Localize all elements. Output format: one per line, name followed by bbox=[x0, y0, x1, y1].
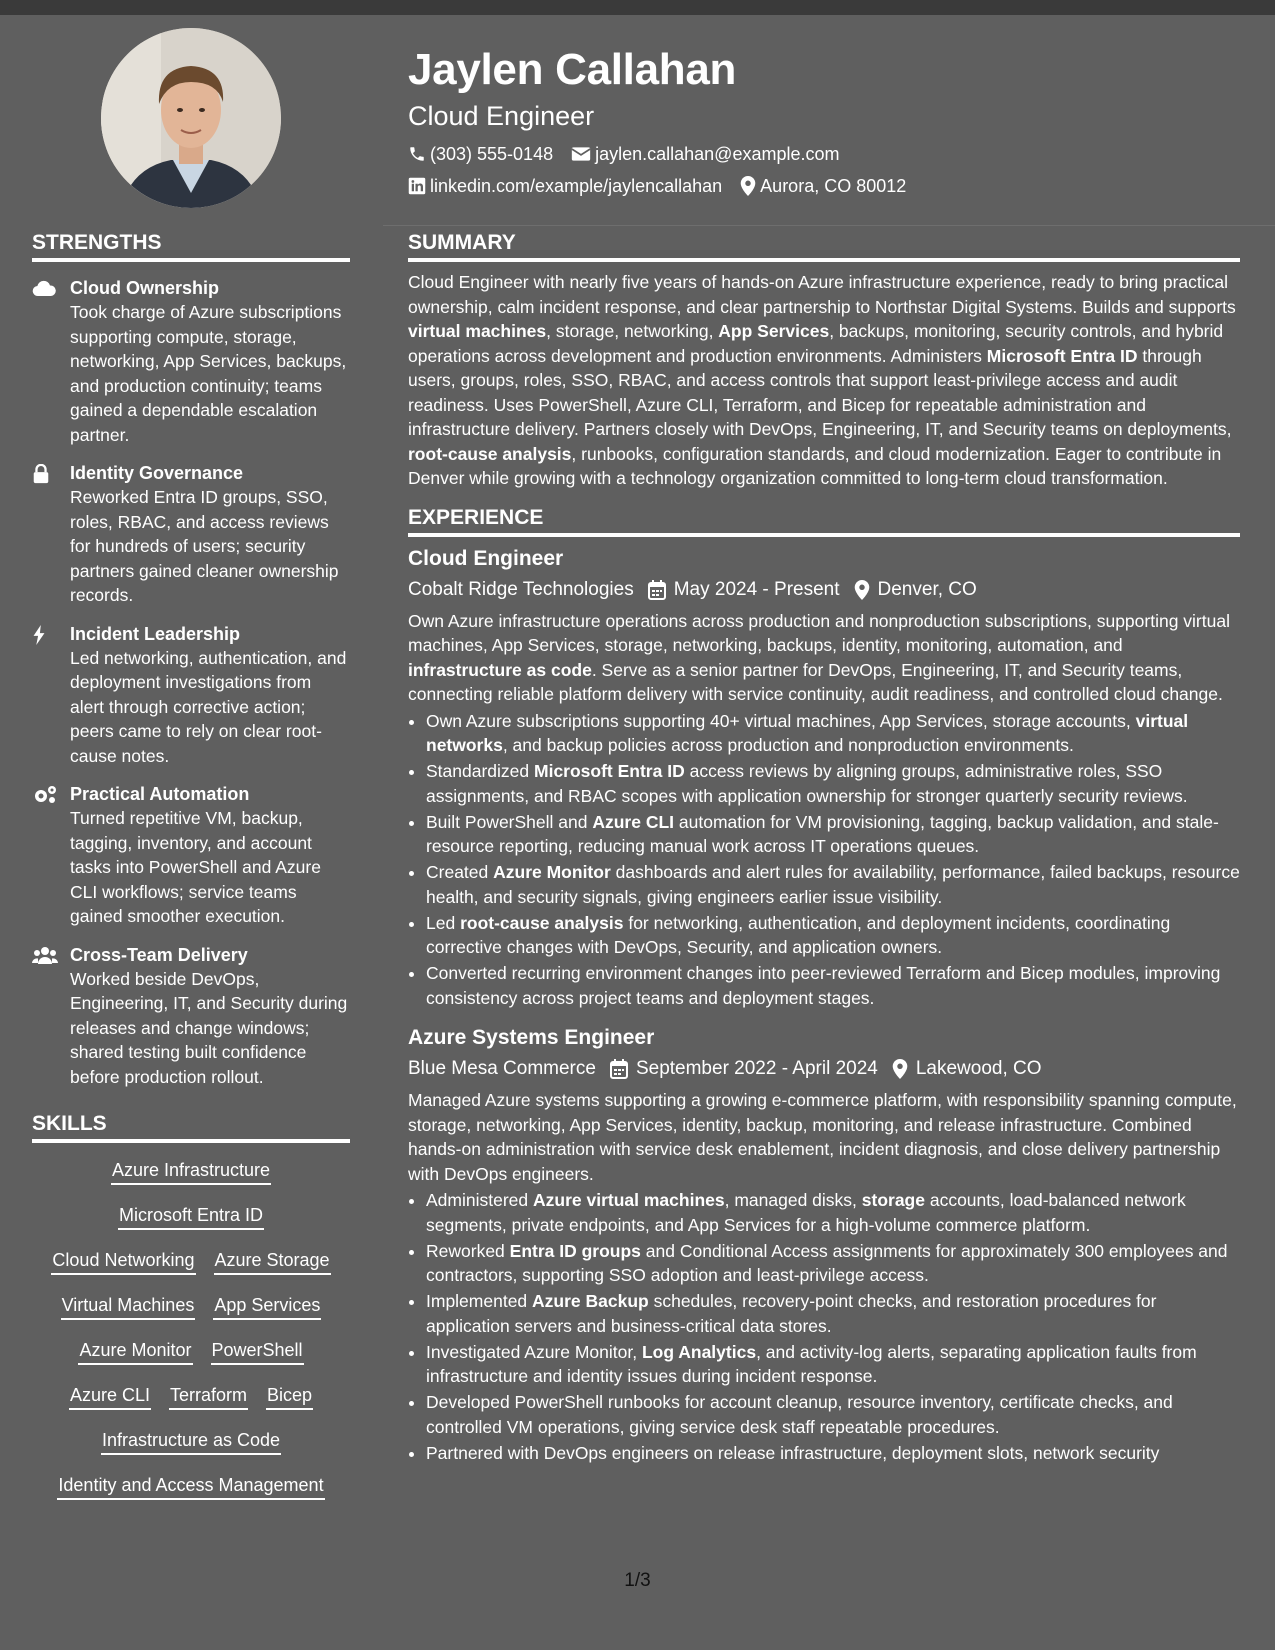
skill-row bbox=[32, 1149, 350, 1194]
emphasis-text: root-cause analysis bbox=[408, 443, 572, 464]
skill-row bbox=[32, 1284, 350, 1329]
text-run: schedules, recovery-point checks, and restoration procedures for application servers and business-critical data stores. bbox=[426, 1291, 1157, 1336]
envelope-icon bbox=[571, 146, 591, 162]
job-intro bbox=[408, 609, 1240, 707]
text-run: Built PowerShell and bbox=[426, 811, 593, 832]
skill-row bbox=[32, 1194, 350, 1239]
emphasis-text: Azure virtual machines bbox=[533, 1190, 725, 1210]
users-icon bbox=[32, 946, 58, 964]
email-text: jaylen.callahan@example.com bbox=[595, 144, 840, 164]
strength-title: Incident Leadership bbox=[70, 623, 241, 644]
job-location-text: Lakewood, CO bbox=[915, 1058, 1042, 1079]
strength-desc: Reworked Entra ID groups, SSO, roles, RBAC, and access reviews for hundreds of users; security partners gained cleaner ownership records. bbox=[70, 487, 339, 605]
job-dates bbox=[610, 1054, 878, 1084]
strength-desc: Took charge of Azure subscriptions supporting compute, storage, networking, App Services, backups, and production continuity; teams gained a dependable escalation partner. bbox=[70, 302, 347, 445]
strength-desc: Led networking, authentication, and deployment investigations from alert through corrective action; peers came to rely on clear root-cause notes. bbox=[70, 647, 347, 766]
candidate-title: Cloud Engineer bbox=[408, 101, 595, 131]
linkedin-contact[interactable] bbox=[408, 170, 722, 202]
job-company: Cobalt Ridge Technologies bbox=[408, 578, 634, 600]
strength-item bbox=[32, 461, 350, 608]
strength-desc: Turned repetitive VM, backup, tagging, inventory, and account tasks into PowerShell and Azure CLI workflows; service teams gained smoother execution. bbox=[70, 808, 321, 926]
jobs-list bbox=[408, 545, 1240, 1466]
text-run: Led bbox=[426, 912, 461, 933]
text-run: , managed disks, bbox=[724, 1190, 862, 1210]
text-run: for networking, authentication, and deployment incidents, coordinating corrective changes with DevOps, Security, and application owners. bbox=[426, 912, 1171, 957]
text-run: Created bbox=[426, 862, 494, 882]
emphasis-text: Log Analytics bbox=[641, 1341, 757, 1362]
list-item bbox=[426, 709, 1240, 758]
list-item bbox=[426, 911, 1240, 960]
top-bar bbox=[0, 0, 1275, 15]
text-run: , storage, networking, bbox=[546, 321, 719, 341]
emphasis-text: App Services bbox=[718, 321, 830, 341]
emphasis-text: Azure Monitor bbox=[493, 862, 611, 882]
text-run: access reviews by aligning groups, administrative roles, SSO assignments, and RBAC scopes with application ownership for stronger quarterly security reviews. bbox=[426, 761, 1188, 806]
strength-title: Practical Automation bbox=[70, 784, 250, 804]
text-run: Investigated Azure Monitor, bbox=[426, 1341, 642, 1362]
text-run: , backups, monitoring, security controls, and hybrid operations across development and production environments. Administers bbox=[408, 321, 1224, 366]
job-bullets bbox=[408, 709, 1240, 1011]
summary-heading: SUMMARY bbox=[408, 230, 1240, 262]
skill-tag: Bicep bbox=[266, 1383, 313, 1410]
skill-tag: Azure Monitor bbox=[78, 1338, 192, 1365]
location-text: Aurora, CO 80012 bbox=[760, 176, 907, 196]
job-company: Blue Mesa Commerce bbox=[408, 1058, 596, 1079]
skill-row bbox=[32, 1329, 350, 1374]
calendar-icon bbox=[610, 1059, 628, 1079]
emphasis-text: Azure CLI bbox=[592, 811, 675, 832]
text-run: , runbooks, configuration standards, and cloud modernization. Eager to contribute in Denver while growing with a technology organization committed to long-term cloud transformation. bbox=[408, 443, 1222, 488]
text-run: Standardized bbox=[426, 761, 534, 781]
strength-title: Identity Governance bbox=[70, 463, 244, 483]
list-item bbox=[426, 1390, 1240, 1439]
job-meta bbox=[408, 575, 1240, 605]
job-dates-text: September 2022 - April 2024 bbox=[635, 1058, 878, 1079]
text-run: and Conditional Access assignments for approximately 300 employees and contractors, supporting SSO adoption and least-privilege access. bbox=[426, 1240, 1228, 1285]
experience-heading: EXPERIENCE bbox=[408, 505, 1240, 537]
strengths-section bbox=[32, 230, 350, 1089]
skill-tag: Infrastructure as Code bbox=[101, 1428, 281, 1455]
text-run: Developed PowerShell runbooks for account cleanup, resource inventory, certificate checks, and controlled VM operations, giving service desk staff repeatable procedures. bbox=[426, 1392, 1173, 1437]
job-intro bbox=[408, 1088, 1240, 1186]
skill-row bbox=[32, 1374, 350, 1419]
job-dates-text: May 2024 - Present bbox=[673, 578, 840, 600]
text-run: . Serve as a senior partner for DevOps, Engineering, IT, and Security teams, connecting reliable platform delivery with service continuity, audit readiness, and controlled cloud change. bbox=[408, 659, 1223, 704]
job-entry bbox=[408, 1024, 1240, 1465]
job-bullets bbox=[408, 1188, 1240, 1465]
strength-item bbox=[32, 943, 350, 1090]
skills-list bbox=[32, 1149, 350, 1509]
page-number: 1/3 bbox=[624, 1570, 651, 1591]
phone-icon bbox=[408, 145, 426, 163]
candidate-name: Jaylen Callahan bbox=[408, 45, 737, 94]
text-run: Administered bbox=[426, 1190, 533, 1210]
map-pin-icon bbox=[740, 176, 756, 196]
list-item bbox=[426, 1239, 1240, 1288]
strength-item bbox=[32, 276, 350, 447]
job-meta bbox=[408, 1054, 1240, 1084]
text-run: Implemented bbox=[426, 1291, 533, 1311]
emphasis-text: Microsoft Entra ID bbox=[534, 761, 685, 781]
skill-tag: Terraform bbox=[169, 1383, 248, 1410]
skill-tag: Azure CLI bbox=[69, 1383, 151, 1410]
text-run: Own Azure subscriptions supporting 40+ virtual machines, App Services, storage accounts, bbox=[426, 710, 1136, 731]
text-run: automation for VM provisioning, tagging, backup validation, and stale-resource reporting, reducing manual work across IT operations queues. bbox=[426, 811, 1219, 856]
linkedin-text: linkedin.com/example/jaylencallahan bbox=[430, 176, 723, 196]
skill-tag: Azure Storage bbox=[214, 1248, 331, 1275]
strengths-heading: STRENGTHS bbox=[32, 230, 350, 262]
text-run: Converted recurring environment changes into peer-reviewed Terraform and Bicep modules, improving consistency across project teams and deployment stages. bbox=[426, 963, 1221, 1008]
emphasis-text: Entra ID groups bbox=[509, 1240, 641, 1261]
text-run: Managed Azure systems supporting a growing e-commerce platform, with responsibility spanning compute, storage, networking, App Services, identity, backup, monitoring, and release infrastructure. Combined hands-on administration with service desk enablement, incident diagnosis, and close delivery partnership with DevOps engineers. bbox=[408, 1090, 1237, 1184]
skill-tag: PowerShell bbox=[211, 1338, 304, 1365]
text-run: Partnered with DevOps engineers on release infrastructure, deployment slots, network security bbox=[426, 1442, 1160, 1463]
skill-tag: Azure Infrastructure bbox=[111, 1158, 271, 1185]
summary-text bbox=[408, 270, 1240, 491]
text-run: Own Azure infrastructure operations across production and nonproduction subscriptions, supporting virtual machines, App Services, storage, networking, backups, identity, monitoring, automation, and bbox=[408, 610, 1230, 655]
strength-desc: Worked beside DevOps, Engineering, IT, and Security during releases and change windows; shared testing built confidence before production rollout. bbox=[70, 968, 348, 1087]
skill-tag: Virtual Machines bbox=[61, 1293, 196, 1320]
emphasis-text: Azure Backup bbox=[532, 1291, 649, 1311]
list-item bbox=[426, 1441, 1240, 1466]
list-item bbox=[426, 860, 1240, 909]
skills-section bbox=[32, 1111, 350, 1509]
job-location bbox=[892, 1054, 1042, 1084]
job-location bbox=[854, 575, 977, 605]
phone-contact[interactable] bbox=[408, 138, 553, 170]
skill-tag: App Services bbox=[213, 1293, 321, 1320]
skill-row bbox=[32, 1239, 350, 1284]
resume-header bbox=[408, 40, 1248, 202]
text-run: dashboards and alert rules for availability, performance, failed backups, resource health, and security signals, giving engineers earlier issue visibility. bbox=[426, 862, 1240, 907]
text-run: Reworked bbox=[426, 1240, 510, 1261]
strength-item bbox=[32, 622, 350, 769]
contact-line-2 bbox=[408, 170, 1248, 202]
map-pin-icon bbox=[892, 1059, 908, 1079]
job-title: Azure Systems Engineer bbox=[408, 1026, 655, 1049]
text-run: , and activity-log alerts, separating application faults from infrastructure and identity issues during incident response. bbox=[426, 1341, 1197, 1386]
location-contact bbox=[740, 170, 906, 202]
list-item bbox=[426, 961, 1240, 1010]
list-item bbox=[426, 810, 1240, 859]
contact-line-1 bbox=[408, 138, 1248, 170]
calendar-icon bbox=[648, 580, 666, 600]
strength-item bbox=[32, 782, 350, 929]
bolt-icon bbox=[32, 625, 46, 645]
main-column bbox=[408, 230, 1240, 1467]
skills-heading: SKILLS bbox=[32, 1111, 350, 1143]
sidebar bbox=[32, 230, 350, 1521]
summary-section bbox=[408, 230, 1240, 491]
experience-section bbox=[408, 505, 1240, 1466]
text-run: accounts, load-balanced network segments, private endpoints, and App Services for a high-volume commerce platform. bbox=[426, 1190, 1186, 1235]
strength-title: Cloud Ownership bbox=[70, 278, 220, 298]
linkedin-icon bbox=[408, 177, 426, 195]
list-item bbox=[426, 759, 1240, 808]
map-pin-icon bbox=[854, 580, 870, 600]
text-run: through users, groups, roles, SSO, RBAC, and access controls that support least-privilege access and audit readiness. Uses PowerShell, Azure CLI, Terraform, and Bicep for repeatable administration and infrastructure delivery. Partners closely with DevOps, Engineering, IT, and Security teams on deployments, bbox=[408, 345, 1232, 439]
skill-tag: Microsoft Entra ID bbox=[118, 1203, 264, 1230]
emphasis-text: root-cause analysis bbox=[460, 912, 624, 933]
gears-icon bbox=[32, 785, 58, 805]
phone-text: (303) 555-0148 bbox=[430, 144, 554, 164]
skill-tag: Cloud Networking bbox=[51, 1248, 195, 1275]
skill-row bbox=[32, 1464, 350, 1509]
skill-tag: Identity and Access Management bbox=[57, 1473, 324, 1500]
job-title: Cloud Engineer bbox=[408, 546, 564, 570]
lock-icon bbox=[32, 464, 50, 484]
emphasis-text: Microsoft Entra ID bbox=[986, 345, 1138, 366]
header-divider bbox=[383, 225, 1275, 226]
job-dates bbox=[648, 575, 840, 605]
list-item bbox=[426, 1188, 1240, 1237]
emphasis-text: storage bbox=[861, 1190, 925, 1210]
job-entry bbox=[408, 545, 1240, 1011]
emphasis-text: infrastructure as code bbox=[408, 659, 592, 680]
text-run: Cloud Engineer with nearly five years of hands-on Azure infrastructure experience, ready to bring practical ownership, calm incident response, and clear partnership to Northstar Digital Systems. Builds and supports bbox=[408, 272, 1236, 317]
email-contact[interactable] bbox=[571, 138, 839, 170]
cloud-icon bbox=[32, 279, 56, 297]
profile-photo bbox=[101, 28, 281, 208]
emphasis-text: virtual networks bbox=[426, 710, 1189, 755]
skill-row bbox=[32, 1419, 350, 1464]
strength-title: Cross-Team Delivery bbox=[70, 944, 248, 965]
job-location-text: Denver, CO bbox=[877, 578, 977, 600]
list-item bbox=[426, 1289, 1240, 1338]
list-item bbox=[426, 1340, 1240, 1389]
text-run: , and backup policies across production and nonproduction environments. bbox=[502, 735, 1074, 755]
emphasis-text: virtual machines bbox=[408, 321, 547, 341]
